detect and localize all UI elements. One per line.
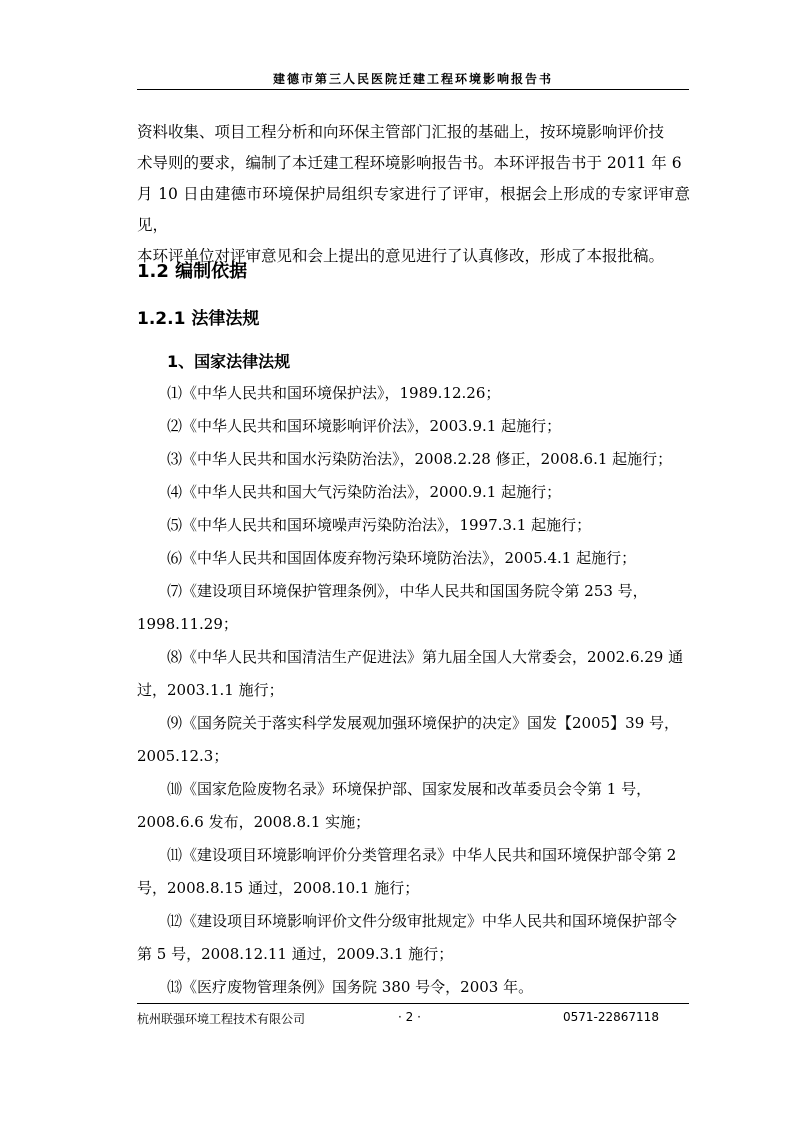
law-item: ⑶《中华人民共和国水污染防治法》，2008.2.28 修正，2008.6.1 起施行； [167, 450, 673, 468]
intro-paragraph [137, 117, 690, 272]
section-heading-1-2: 1.2 编制依据 [137, 261, 248, 282]
page-header-title: 建德市第三人民医院迁建工程环境影响报告书 [272, 72, 553, 86]
laws-list [137, 377, 690, 1004]
law-item: ⑴《中华人民共和国环境保护法》，1989.12.26； [167, 384, 501, 402]
footer-divider [137, 1003, 689, 1004]
law-item: ⑾《建设项目环境影响评价分类管理名录》中华人民共和国环境保护部令第 2 号，2008.8.15 通过，2008.10.1 施行； [137, 846, 677, 897]
law-item: ⑹《中华人民共和国固体废弃物污染环境防治法》，2005.4.1 起施行； [167, 549, 637, 567]
law-item: ⑸《中华人民共和国环境噪声污染防治法》，1997.3.1 起施行； [167, 516, 592, 534]
law-item: ⑵《中华人民共和国环境影响评价法》，2003.9.1 起施行； [167, 417, 562, 435]
law-item: ⑼《国务院关于落实科学发展观加强环境保护的决定》国发【2005】39 号，2005.12.3； [137, 714, 680, 765]
header-divider [137, 89, 689, 90]
intro-line: 资料收集、项目工程分析和向环保主管部门汇报的基础上，按环境影响评价技 [137, 123, 665, 141]
law-item: ⑿《建设项目环境影响评价文件分级审批规定》中华人民共和国环境保护部令第 5 号，2008.12.11 通过，2009.3.1 施行； [137, 912, 678, 963]
subsection-heading-national-laws: 1、国家法律法规 [167, 352, 291, 371]
law-item: ⑺《建设项目环境保护管理条例》，中华人民共和国国务院令第 253 号，1998.11.29； [137, 582, 648, 633]
law-item: ⑻《中华人民共和国清洁生产促进法》第九届全国人大常委会，2002.6.29 通过，2003.1.1 施行； [137, 648, 684, 699]
law-item: ⑷《中华人民共和国大气污染防治法》，2000.9.1 起施行； [167, 483, 562, 501]
law-item: ⒀《医疗废物管理条例》国务院 380 号令，2003 年。 [167, 978, 534, 996]
intro-line: 术导则的要求，编制了本迁建工程环境影响报告书。本环评报告书于 2011 年 6 [137, 154, 682, 172]
section-heading-1-2-1: 1.2.1 法律法规 [137, 309, 260, 329]
intro-line: 本环评单位对评审意见和会上提出的意见进行了认真修改，形成了本报批稿。 [137, 247, 665, 265]
footer-phone: 0571-22867118 [563, 1010, 659, 1024]
intro-line: 月 10 日由建德市环境保护局组织专家进行了评审，根据会上形成的专家评审意见， [137, 185, 690, 234]
page-number: · 2 · [398, 1010, 421, 1024]
footer-company: 杭州联强环境工程技术有限公司 [137, 1012, 306, 1026]
law-item: ⑽《国家危险废物名录》环境保护部、国家发展和改革委员会令第 1 号，2008.6.6 发布，2008.8.1 实施； [137, 780, 652, 831]
